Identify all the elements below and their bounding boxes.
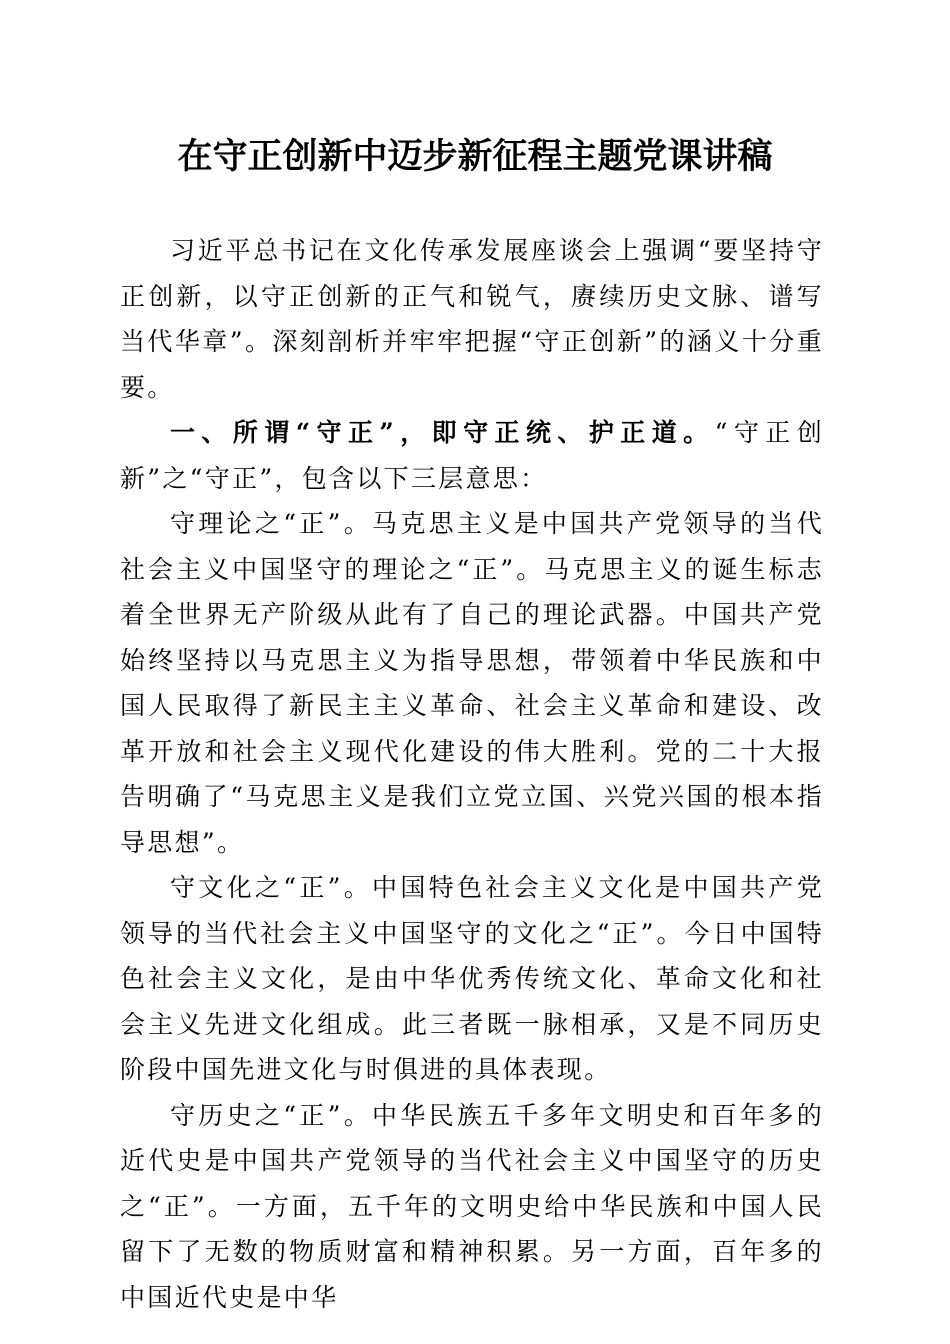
section-one-heading: 一、所谓“守正”，即守正统、护正道。 — [170, 418, 715, 447]
document-body — [120, 228, 824, 1320]
section-one-text: “守正创新”之“守正”，包含以下三层意思： — [120, 418, 824, 493]
theory-paragraph: 守理论之“正”。马克思主义是中国共产党领导的当代社会主义中国坚守的理论之“正”。马克思主义的诞生标志着全世界无产阶级从此有了自己的理论武器。中国共产党始终坚持以马克思主义为指导思想，带领着中华民族和中国人民取得了新民主主义革命、社会主义革命和建设、改革开放和社会主义现代化建设的伟大胜利。党的二十大报告明确了“马克思主义是我们立党立国、兴党兴国的根本指导思想”。 — [120, 509, 824, 857]
culture-paragraph: 守文化之“正”。中国特色社会主义文化是中国共产党领导的当代社会主义中国坚守的文化之“正”。今日中国特色社会主义文化，是由中华优秀传统文化、革命文化和社会主义先进文化组成。此三者既一脉相承，又是不同历史阶段中国先进文化与时俱进的具体表现。 — [120, 873, 824, 1084]
history-paragraph: 守历史之“正”。中华民族五千多年文明史和百年多的近代史是中国共产党领导的当代社会主义中国坚守的历史之“正”。一方面，五千年的文明史给中华民族和中国人民留下了无数的物质财富和精神积累。另一方面，百年多的中国近代史是中华 — [120, 1100, 824, 1312]
document-title: 在守正创新中迈步新征程主题党课讲稿 — [177, 136, 773, 177]
intro-paragraph: 习近平总书记在文化传承发展座谈会上强调“要坚持守正创新，以守正创新的正气和锐气，赓续历史文脉、谱写当代华章”。深刻剖析并牢牢把握“守正创新”的涵义十分重要。 — [120, 236, 824, 402]
section-one-paragraph — [120, 410, 824, 501]
